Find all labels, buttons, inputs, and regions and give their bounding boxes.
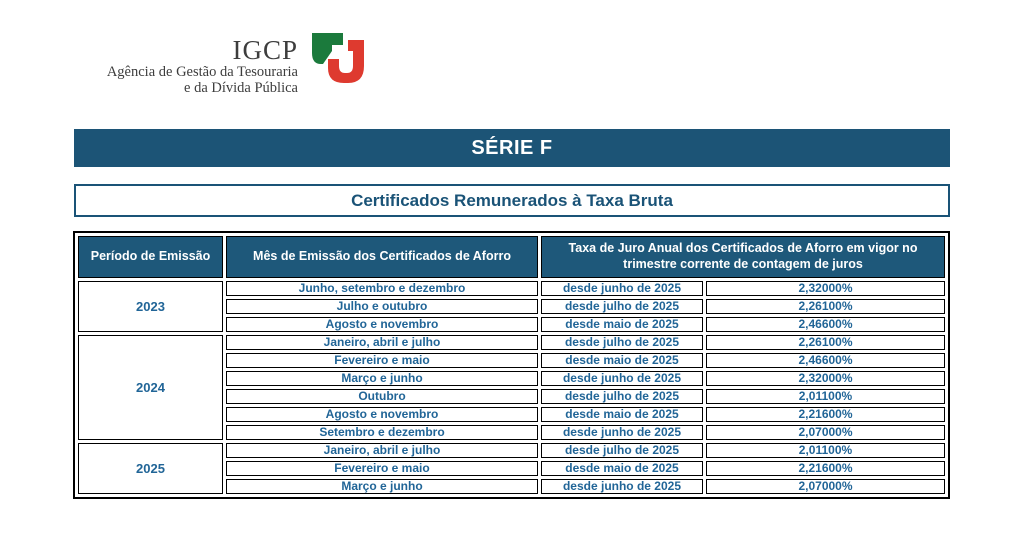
table-row — [78, 335, 945, 350]
months-cell: Outubro — [226, 389, 538, 404]
table-row — [78, 281, 945, 296]
rate-cell: 2,21600% — [706, 407, 945, 422]
series-banner-title: SÉRIE F — [471, 136, 553, 159]
rate-cell: 2,26100% — [706, 299, 945, 314]
rates-table — [75, 233, 948, 497]
header-row — [78, 236, 945, 278]
rate-cell: 2,21600% — [706, 461, 945, 476]
since-cell: desde julho de 2025 — [541, 389, 703, 404]
months-cell: Setembro e dezembro — [226, 425, 538, 440]
igcp-acronym: IGCP — [232, 35, 298, 65]
rate-cell: 2,01100% — [706, 389, 945, 404]
rate-cell: 2,46600% — [706, 353, 945, 368]
header-rate: Taxa de Juro Anual dos Certificados de Aforro em vigor no trimestre corrente de contagem de juros — [541, 236, 945, 278]
months-cell: Junho, setembro e dezembro — [226, 281, 538, 296]
months-cell: Março e junho — [226, 479, 538, 494]
rate-cell: 2,26100% — [706, 335, 945, 350]
igcp-tagline-line2: e da Dívida Pública — [184, 80, 298, 96]
rate-cell: 2,01100% — [706, 443, 945, 458]
months-cell: Janeiro, abril e julho — [226, 443, 538, 458]
header-period: Período de Emissão — [78, 236, 223, 278]
period-cell: 2024 — [78, 335, 223, 440]
since-cell: desde junho de 2025 — [541, 479, 703, 494]
rate-cell: 2,07000% — [706, 479, 945, 494]
since-cell: desde maio de 2025 — [541, 317, 703, 332]
since-cell: desde maio de 2025 — [541, 461, 703, 476]
rates-table-container — [73, 231, 950, 499]
rates-table-header — [78, 236, 945, 278]
subtitle-title: Certificados Remunerados à Taxa Bruta — [351, 190, 673, 210]
since-cell: desde junho de 2025 — [541, 371, 703, 386]
months-cell: Janeiro, abril e julho — [226, 335, 538, 350]
logo-red-shape-icon — [328, 40, 364, 83]
months-cell: Julho e outubro — [226, 299, 538, 314]
months-cell: Fevereiro e maio — [226, 353, 538, 368]
months-cell: Agosto e novembro — [226, 317, 538, 332]
igcp-tagline-line1: Agência de Gestão da Tesouraria — [106, 64, 298, 80]
since-cell: desde junho de 2025 — [541, 425, 703, 440]
series-banner — [74, 129, 950, 167]
since-cell: desde julho de 2025 — [541, 443, 703, 458]
subtitle-box — [74, 184, 950, 217]
header-month: Mês de Emissão dos Certificados de Aforro — [226, 236, 538, 278]
months-cell: Fevereiro e maio — [226, 461, 538, 476]
since-cell: desde julho de 2025 — [541, 299, 703, 314]
period-cell: 2023 — [78, 281, 223, 332]
rate-cell: 2,32000% — [706, 281, 945, 296]
since-cell: desde junho de 2025 — [541, 281, 703, 296]
since-cell: desde julho de 2025 — [541, 335, 703, 350]
rates-table-body — [78, 281, 945, 494]
since-cell: desde maio de 2025 — [541, 353, 703, 368]
igcp-logo-icon — [309, 31, 367, 93]
since-cell: desde maio de 2025 — [541, 407, 703, 422]
table-row — [78, 443, 945, 458]
igcp-logo-text — [0, 36, 298, 96]
rate-cell: 2,07000% — [706, 425, 945, 440]
period-cell: 2025 — [78, 443, 223, 494]
rate-cell: 2,46600% — [706, 317, 945, 332]
months-cell: Março e junho — [226, 371, 538, 386]
months-cell: Agosto e novembro — [226, 407, 538, 422]
rate-cell: 2,32000% — [706, 371, 945, 386]
